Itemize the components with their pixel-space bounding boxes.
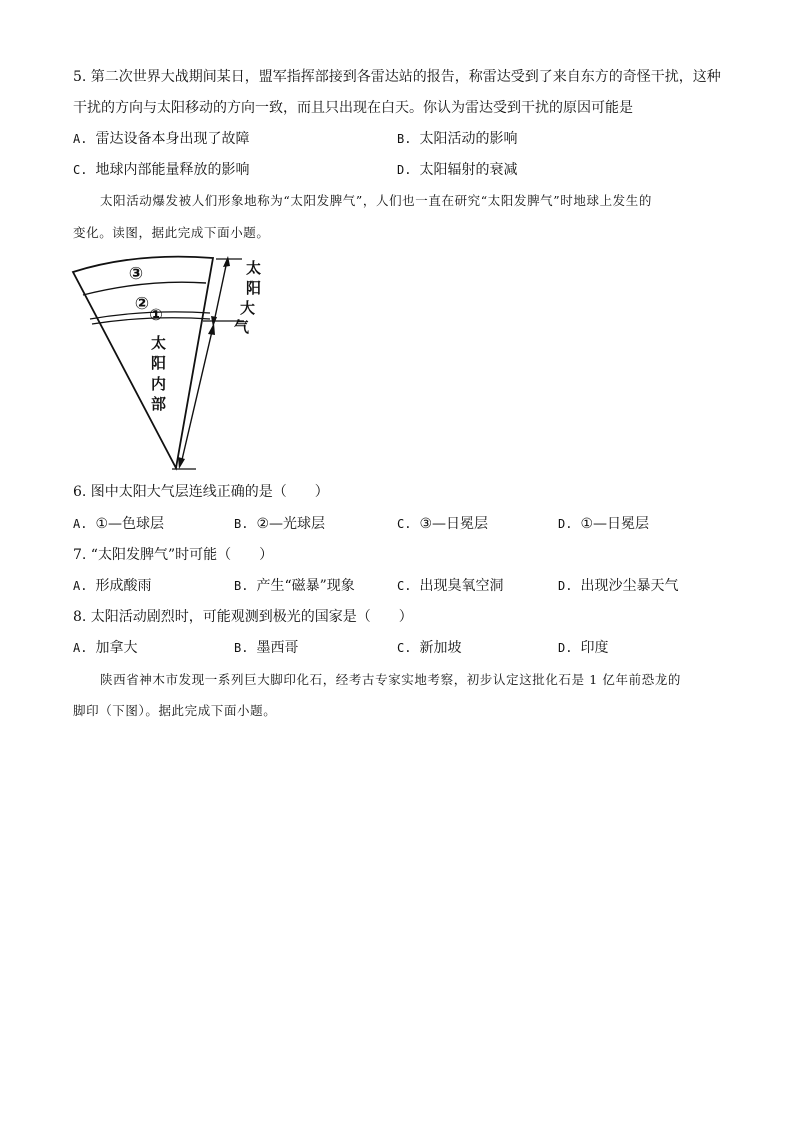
q7-option-b (234, 576, 355, 596)
sun-structure-diagram (66, 253, 266, 475)
option-letter: A. (73, 132, 88, 146)
option-text: ③—日冕层 (419, 516, 489, 532)
interior-char-2: 阳 (151, 354, 167, 372)
intro2-line2: 脚印（下图）。据此完成下面小题。 (73, 703, 277, 718)
option-text: 地球内部能量释放的影响 (95, 162, 250, 178)
option-letter: B. (234, 517, 249, 531)
option-text: 太阳辐射的衰减 (419, 162, 518, 178)
q6-option-c (397, 514, 488, 534)
q5-option-b (397, 129, 517, 149)
option-letter: C. (397, 579, 412, 593)
q7-option-c (397, 576, 503, 596)
option-text: 出现沙尘暴天气 (580, 578, 679, 594)
interior-char-4: 部 (151, 395, 167, 413)
atmosphere-arrow-head-top (223, 256, 230, 267)
option-text: 加拿大 (95, 640, 138, 656)
q6-option-d (558, 514, 649, 534)
q6-stem: 6. 图中太阳大气层连线正确的是（ ） (73, 484, 329, 500)
sector-outline (73, 257, 213, 468)
option-letter: A. (73, 641, 88, 655)
option-text: 雷达设备本身出现了故障 (95, 131, 250, 147)
option-text: 产生“磁暴”现象 (256, 578, 355, 594)
q7-option-a (73, 576, 151, 596)
option-text: ②—光球层 (256, 516, 326, 532)
option-text: 出现臭氧空洞 (419, 578, 504, 594)
atmosphere-arrow-line (214, 261, 227, 322)
q5-option-a (73, 129, 249, 149)
q7-option-d (558, 576, 678, 596)
option-letter: D. (397, 163, 412, 177)
layer-2-label: ② (134, 294, 150, 314)
option-text: 形成酸雨 (95, 578, 152, 594)
interior-arrow-head-bottom (178, 457, 185, 469)
atmosphere-char-3: 大 (240, 299, 256, 317)
option-letter: B. (397, 132, 412, 146)
intro1-line1: 太阳活动爆发被人们形象地称为“太阳发脾气”，人们也一直在研究“太阳发脾气”时地球上发生的 (100, 193, 652, 208)
layer-3-label: ③ (128, 264, 144, 284)
option-text: 新加坡 (419, 640, 462, 656)
option-letter: D. (558, 579, 573, 593)
interior-char-3: 内 (151, 375, 167, 393)
option-letter: A. (73, 517, 88, 531)
q8-option-b (234, 638, 298, 658)
q6-option-a (73, 514, 164, 534)
option-letter: D. (558, 517, 573, 531)
q8-option-c (397, 638, 461, 658)
interior-arrow-head-top (208, 323, 215, 335)
option-letter: D. (558, 641, 573, 655)
q7-stem: 7. “太阳发脾气”时可能（ ） (73, 547, 274, 563)
q8-option-a (73, 638, 137, 658)
atmosphere-char-4: 气 (234, 318, 250, 336)
q5-stem-line1: 5. 第二次世界大战期间某日，盟军指挥部接到各雷达站的报告，称雷达受到了来自东方的奇怪干扰，这种 (73, 69, 721, 85)
q5-stem-line2: 干扰的方向与太阳移动的方向一致，而且只出现在白天。你认为雷达受到干扰的原因可能是 (73, 100, 633, 116)
q5-option-d (397, 160, 517, 180)
option-text: ①—日冕层 (580, 516, 650, 532)
q5-option-c (73, 160, 249, 180)
option-letter: A. (73, 579, 88, 593)
option-letter: C. (397, 641, 412, 655)
option-letter: B. (234, 579, 249, 593)
layer-1-label: ① (149, 305, 163, 324)
intro2-line1: 陕西省神木市发现一系列巨大脚印化石，经考古专家实地考察，初步认定这批化石是 1 亿年前恐龙的 (100, 672, 682, 687)
option-letter: C. (397, 517, 412, 531)
option-text: 太阳活动的影响 (419, 131, 518, 147)
option-letter: B. (234, 641, 249, 655)
option-letter: C. (73, 163, 88, 177)
q8-stem: 8. 太阳活动剧烈时，可能观测到极光的国家是（ ） (73, 609, 413, 625)
atmosphere-char-2: 阳 (246, 279, 262, 297)
atmosphere-char-1: 太 (246, 259, 262, 277)
q8-option-d (558, 638, 608, 658)
q6-option-b (234, 514, 325, 534)
option-text: 墨西哥 (256, 640, 299, 656)
option-text: 印度 (580, 640, 609, 656)
option-text: ①—色球层 (95, 516, 165, 532)
intro1-line2: 变化。读图，据此完成下面小题。 (73, 225, 270, 240)
interior-char-1: 太 (151, 334, 167, 352)
